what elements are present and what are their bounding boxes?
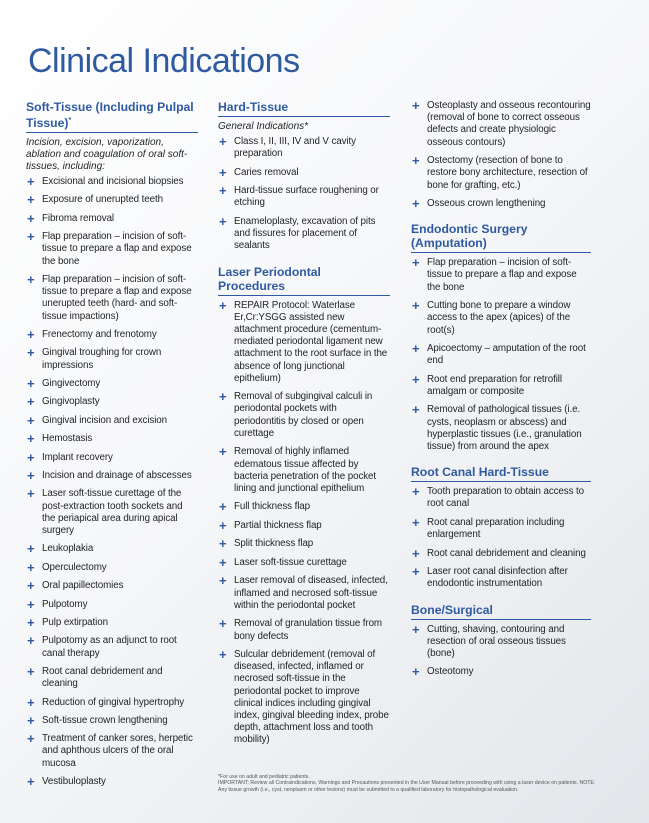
indication-list — [218, 297, 390, 747]
list-item — [26, 194, 198, 206]
list-item — [26, 488, 198, 537]
list-item — [411, 371, 591, 398]
list-item — [26, 231, 198, 268]
section — [411, 465, 591, 590]
plus-icon: + — [27, 327, 35, 343]
section — [218, 265, 390, 747]
list-item — [411, 404, 591, 453]
plus-icon: + — [219, 616, 227, 632]
footnote — [218, 774, 598, 793]
section-heading: Laser Periodontal Procedures — [218, 265, 390, 296]
plus-icon: + — [412, 564, 420, 580]
list-item — [26, 712, 198, 728]
list-item-text: Osteoplasty and osseous recontouring (removal of bone to correct osseous defects and create physiologic osseous contours) — [427, 100, 591, 148]
plus-icon: + — [412, 621, 420, 637]
list-item — [26, 449, 198, 465]
list-item — [26, 210, 198, 226]
footnote-line: IMPORTANT: Review all Contraindications, Warnings and Precautions presented in the User Manual before proceeding with using a laser device on patients. NOTE: Any tissue growth (i.e., cyst, neoplasm or other lesions) must be submitted to a qualified laboratory for histopathological evaluation. — [218, 780, 596, 793]
plus-icon: + — [412, 484, 420, 500]
column-2 — [218, 100, 390, 759]
list-item-text: Tooth preparation to obtain access to root canal — [427, 486, 584, 510]
plus-icon: + — [27, 345, 35, 361]
list-item — [26, 580, 198, 592]
list-item — [411, 486, 591, 510]
plus-icon: + — [412, 371, 420, 387]
plus-icon: + — [27, 663, 35, 679]
list-item — [26, 467, 198, 483]
plus-icon: + — [27, 633, 35, 649]
list-item-text: Implant recovery — [42, 451, 113, 463]
list-item — [26, 347, 198, 371]
plus-icon: + — [27, 394, 35, 410]
list-item-text: Vestibuloplasty — [42, 776, 106, 788]
list-item-text: Removal of pathological tissues (i.e. cysts, neoplasm or abscess) and hyperplastic tissues (i.e., granulation tissue) from around the apex — [427, 404, 582, 453]
plus-icon: + — [412, 341, 420, 357]
plus-icon: + — [219, 444, 227, 460]
section — [411, 222, 591, 453]
list-item-text: Flap preparation – incision of soft-tissue to prepare a flap and expose the bone — [42, 231, 192, 267]
list-item — [26, 596, 198, 612]
section — [26, 100, 198, 788]
list-item-text: Flap preparation – incision of soft-tissue to prepare a flap and expose unerupted teeth (hard- and soft-tissue impactions) — [42, 274, 192, 322]
plus-icon: + — [412, 664, 420, 680]
list-item-text: Treatment of canker sores, herpetic and aphthous ulcers of the oral mucosa — [42, 733, 193, 769]
plus-icon: + — [27, 712, 35, 728]
section-heading: Soft-Tissue (Including Pulpal Tissue)* — [26, 100, 198, 133]
list-item — [26, 733, 198, 770]
list-item-text: Cutting bone to prepare a window access to the apex (apices) of the root(s) — [427, 300, 571, 336]
list-item-text: Fibroma removal — [42, 212, 114, 224]
indication-list — [26, 176, 198, 788]
list-item — [411, 100, 591, 149]
plus-icon: + — [27, 431, 35, 447]
plus-icon: + — [27, 412, 35, 428]
plus-icon: + — [219, 183, 227, 199]
list-item — [411, 198, 591, 210]
plus-icon: + — [219, 389, 227, 405]
plus-icon: + — [219, 573, 227, 589]
list-item — [218, 164, 390, 180]
list-item — [26, 176, 198, 188]
plus-icon: + — [27, 272, 35, 288]
list-item-text: Removal of highly inflamed edematous tissue affected by bacteria penetration of the pocket lining and junctional epithelium — [234, 446, 377, 494]
list-item — [26, 412, 198, 428]
plus-icon: + — [219, 164, 227, 180]
list-item-text: Removal of granulation tissue from bony defects — [234, 618, 382, 642]
list-item — [411, 514, 591, 541]
list-item-text: Pulpotomy as an adjunct to root canal therapy — [42, 635, 177, 659]
list-item — [26, 329, 198, 341]
plus-icon: + — [27, 559, 35, 575]
list-item — [26, 396, 198, 408]
plus-icon: + — [27, 694, 35, 710]
plus-icon: + — [412, 255, 420, 271]
indication-list — [411, 486, 591, 590]
list-item-text: Pulp extirpation — [42, 616, 108, 628]
list-item-text: Class I, II, III, IV and V cavity preparation — [234, 136, 356, 160]
plus-icon: + — [27, 596, 35, 612]
list-item-text: Operculectomy — [42, 561, 107, 573]
list-item-text: Removal of subgingival calculi in periodontal pockets with periodontitis by closed or open curettage — [234, 391, 373, 439]
list-item-text: Incision and drainage of abscesses — [42, 469, 192, 481]
section — [218, 100, 390, 253]
list-item-text: Oral papillectomies — [42, 580, 124, 592]
list-item-text: Flap preparation – incision of soft-tissue to prepare a flap and expose the bone — [427, 257, 577, 293]
plus-icon: + — [412, 196, 420, 212]
list-item-text: Reduction of gingival hypertrophy — [42, 696, 185, 708]
list-item-text: Excisional and incisional biopsies — [42, 176, 184, 188]
plus-icon: + — [27, 486, 35, 502]
list-item — [26, 694, 198, 710]
plus-icon: + — [27, 774, 35, 790]
list-item-text: Apicoectomy – amputation of the root end — [427, 343, 586, 367]
plus-icon: + — [27, 467, 35, 483]
list-item-text: Root canal debridement and cleaning — [427, 547, 586, 559]
indication-list — [411, 257, 591, 453]
section-heading: Root Canal Hard-Tissue — [411, 465, 591, 482]
plus-icon: + — [412, 545, 420, 561]
list-item-text: Ostectomy (resection of bone to restore bony architecture, resection of bone for grafting, etc.) — [427, 155, 588, 191]
plus-icon: + — [27, 210, 35, 226]
list-item — [218, 213, 390, 253]
list-item — [411, 621, 591, 661]
section-intro: Incision, excision, vaporization, ablation and coagulation of oral soft-tissues, including: — [26, 137, 188, 173]
list-item — [218, 517, 390, 533]
list-item — [218, 136, 390, 160]
indication-list — [411, 100, 591, 210]
list-item-text: Root end preparation for retrofill amalgam or composite — [427, 373, 562, 397]
list-item — [26, 274, 198, 323]
list-item-text: REPAIR Protocol: Waterlase Er,Cr:YSGG assisted new attachment procedure (cementum-mediated periodontal ligament new attachment to the root surface in the absence of long junctional epithelium) — [234, 299, 388, 384]
plus-icon: + — [27, 578, 35, 594]
section — [411, 100, 591, 210]
plus-icon: + — [27, 449, 35, 465]
list-item-text: Hemostasis — [42, 433, 93, 445]
list-item — [26, 543, 198, 555]
list-item-text: Laser soft-tissue curettage of the post-extraction tooth sockets and the periapical area during apical surgery — [42, 488, 183, 536]
list-item-text: Osseous crown lengthening — [427, 198, 546, 210]
plus-icon: + — [219, 297, 227, 313]
plus-icon: + — [27, 229, 35, 245]
list-item-text: Exposure of unerupted teeth — [42, 194, 163, 206]
list-item-text: Gingivoplasty — [42, 396, 100, 408]
list-item — [26, 378, 198, 390]
plus-icon: + — [219, 499, 227, 515]
plus-icon: + — [27, 731, 35, 747]
list-item — [218, 297, 390, 385]
list-item — [411, 545, 591, 561]
list-item — [411, 300, 591, 337]
list-item-text: Laser root canal disinfection after endodontic instrumentation — [427, 566, 568, 590]
list-item — [26, 663, 198, 690]
list-item — [411, 343, 591, 367]
list-item — [218, 575, 390, 612]
list-item-text: Laser soft-tissue curettage — [234, 556, 347, 568]
list-item-text: Split thickness flap — [234, 538, 314, 550]
list-item — [26, 614, 198, 630]
list-item-text: Root canal preparation including enlargement — [427, 516, 565, 541]
list-item — [218, 391, 390, 440]
list-item — [411, 566, 591, 590]
list-item-text: Soft-tissue crown lengthening — [42, 714, 168, 726]
list-item-text: Pulpotomy — [42, 598, 88, 610]
section-intro: General Indications* — [218, 121, 309, 132]
list-item-text: Osteotomy — [427, 666, 474, 678]
list-item — [26, 433, 198, 445]
list-item-text: Cutting, shaving, contouring and resection of oral osseous tissues (bone) — [427, 623, 566, 659]
indication-list — [411, 621, 591, 680]
section-heading: Bone/Surgical — [411, 603, 591, 620]
list-item — [26, 559, 198, 575]
plus-icon: + — [412, 514, 420, 530]
list-item-text: Partial thickness flap — [234, 519, 322, 531]
list-item-text: Sulcular debridement (removal of diseased, infected, inflamed or necrosed soft-tissue in the periodontal pocket to improve clinical indices including gingival index, gingival bleeding index, probe depth, attachment loss and tooth mobility) — [234, 649, 389, 746]
list-item-text: Caries removal — [234, 166, 299, 178]
list-item — [411, 155, 591, 192]
plus-icon: + — [27, 192, 35, 208]
list-item-text: Full thickness flap — [234, 501, 310, 513]
plus-icon: + — [412, 402, 420, 418]
list-item — [218, 649, 390, 747]
list-item — [411, 666, 591, 678]
list-item — [218, 618, 390, 642]
section-heading: Hard-Tissue — [218, 100, 390, 117]
plus-icon: + — [27, 614, 35, 630]
plus-icon: + — [219, 213, 227, 229]
list-item-text: Leukoplakia — [42, 543, 94, 555]
list-item-text: Frenectomy and frenotomy — [42, 329, 157, 341]
plus-icon: + — [27, 541, 35, 557]
plus-icon: + — [219, 554, 227, 570]
list-item-text: Hard-tissue surface roughening or etching — [234, 185, 379, 209]
plus-icon: + — [219, 517, 227, 533]
list-item-text: Enameloplasty, excavation of pits and fissures for placement of sealants — [234, 215, 376, 252]
plus-icon: + — [219, 647, 227, 663]
footnote-line: *For use on adult and pediatric patients. — [218, 774, 310, 780]
list-item — [218, 538, 390, 550]
list-item — [218, 446, 390, 495]
list-item-text: Laser removal of diseased, infected, inflamed and necrosed soft-tissue within the periodontal pocket — [234, 575, 388, 611]
list-item — [218, 185, 390, 209]
plus-icon: + — [219, 134, 227, 149]
column-3 — [411, 100, 591, 691]
list-item — [218, 501, 390, 513]
list-item-text: Gingivectomy — [42, 378, 101, 390]
plus-icon: + — [27, 174, 35, 190]
plus-icon: + — [412, 298, 420, 314]
list-item-text: Gingival incision and excision — [42, 414, 167, 426]
plus-icon: + — [27, 376, 35, 392]
list-item — [26, 776, 198, 788]
section — [411, 603, 591, 679]
section-heading: Endodontic Surgery (Amputation) — [411, 222, 591, 253]
list-item-text: Root canal debridement and cleaning — [42, 665, 163, 690]
indication-list — [218, 136, 390, 253]
column-1 — [26, 100, 198, 800]
plus-icon: + — [412, 153, 420, 169]
list-item — [411, 257, 591, 294]
list-item-text: Gingival troughing for crown impressions — [42, 347, 162, 371]
page-title: Clinical Indications — [28, 42, 300, 80]
list-item — [218, 554, 390, 570]
plus-icon: + — [412, 98, 420, 113]
plus-icon: + — [219, 536, 227, 552]
list-item — [26, 635, 198, 659]
